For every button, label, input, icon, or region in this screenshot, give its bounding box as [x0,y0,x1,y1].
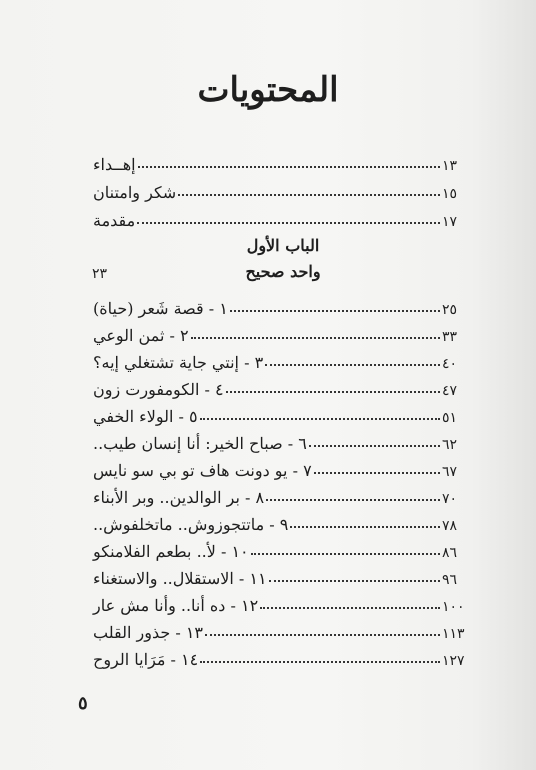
dot-leader [200,661,440,663]
toc-entry-chapter-2 [90,321,476,345]
toc-entry-page: ١٧ [442,214,458,230]
dot-leader [191,337,440,339]
toc-entry-chapter-5 [90,402,476,426]
toc-entry-page: ٣٣ [442,329,458,345]
page-title: المحتويات [197,70,339,110]
section-heading: الباب الأول [246,236,320,255]
toc-entry-page: ٨٦ [442,545,458,561]
toc-entry-page: ١٠٠ [442,599,465,615]
dot-leader [200,418,440,420]
toc-entry-chapter-8 [90,483,476,507]
toc-entry-label: ٤ - الكومفورت زون [93,380,224,399]
toc-entry-page: ٦٢ [442,437,458,453]
toc-entry-label: ١ - قصة شَعر (حياة) [93,299,228,318]
dot-leader [269,580,440,582]
toc-entry-label: ١٣ - جذور القلب [93,623,204,642]
dot-leader [230,310,440,312]
dot-leader [260,607,440,609]
toc-entry-label: ٨ - بر الوالدين.. وبر الأبناء [93,488,265,507]
toc-entry-chapter-12 [90,591,476,615]
toc-entry-chapter-4 [90,375,476,399]
toc-entry-page: ٧٠ [442,491,458,507]
dot-leader [266,499,440,501]
toc-entry-chapter-1 [90,294,476,318]
toc-entry-page: ٩٦ [442,572,458,588]
dot-leader [251,553,440,555]
toc-entry-page: ١١٣ [442,626,465,642]
toc-entry-page: ٦٧ [442,464,458,480]
toc-entry-chapter-10 [90,537,476,561]
dot-leader [309,445,440,447]
toc-entry-page: ٧٨ [442,518,458,534]
dot-leader [138,166,440,168]
toc-entry-page: ٢٥ [442,302,458,318]
toc-entry-introduction [90,206,476,230]
toc-entry-page: ١٣ [442,158,458,174]
toc-entry-chapter-3 [90,348,476,372]
dot-leader [205,634,440,636]
toc-entry-label: ٣ - إنتي جاية تشتغلي إيه؟ [93,353,264,372]
toc-entry-label: مقدمة [93,211,136,230]
dot-leader [314,472,440,474]
toc-entry-label: ١١ - الاستقلال.. والاستغناء [93,569,267,588]
dot-leader [178,194,440,196]
toc-entry-acknowledgements [90,178,476,202]
toc-entry-label: شكر وامتنان [93,183,177,202]
toc-entry-chapter-9 [90,510,476,534]
toc-entry-page: ٥١ [442,410,458,426]
toc-entry-label: ٦ - صباح الخير: أنا إنسان طيب.. [93,434,307,453]
section-page: ٢٣ [92,266,108,282]
page-number: ٥ [78,693,88,714]
toc-entry-page: ٤٧ [442,383,458,399]
toc-entry-chapter-6 [90,429,476,453]
toc-entry-label: ٥ - الولاء الخفي [93,407,198,426]
toc-entry-label: ١٤ - مَرَايا الروح [93,650,199,669]
dot-leader [226,391,440,393]
toc-entry-label: ٩ - ماتتجوزوش.. ماتخلفوش.. [93,515,289,534]
toc-entry-page: ٤٠ [442,356,458,372]
toc-entry-chapter-11 [90,564,476,588]
toc-entry-dedication [90,150,476,174]
dot-leader [137,222,440,224]
toc-entry-page: ١٢٧ [442,653,465,669]
toc-entry-page: ١٥ [442,186,458,202]
toc-entry-chapter-13 [90,618,476,642]
toc-entry-label: ١٢ - ده أنا.. وأنا مش عار [93,596,259,615]
toc-entry-chapter-14 [90,645,476,669]
toc-entry-label: إهــداء [93,155,136,174]
dot-leader [265,364,440,366]
section-subheading: واحد صحيح [245,262,321,281]
toc-entry-label: ٢ - ثمن الوعي [93,326,189,345]
toc-entry-chapter-7 [90,456,476,480]
dot-leader [290,526,440,528]
toc-entry-label: ٧ - يو دونت هاف تو بي سو نايس [93,461,312,480]
toc-entry-label: ١٠ - لأ.. بطعم الفلامنكو [93,542,249,561]
